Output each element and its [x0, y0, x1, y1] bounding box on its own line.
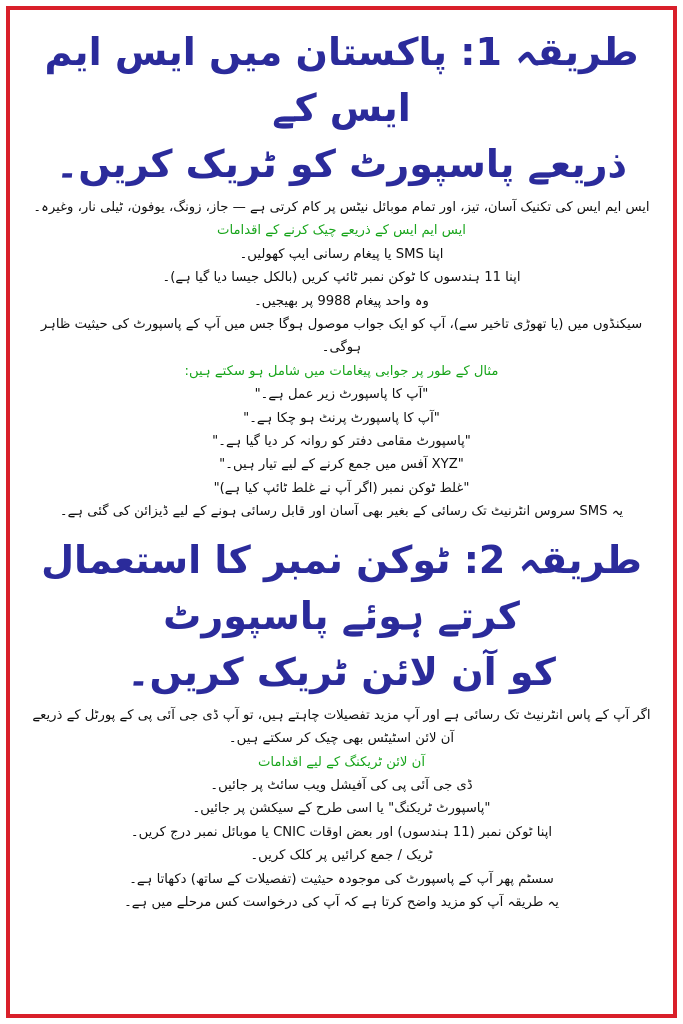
method2-intro: اگر آپ کے پاس انٹرنیٹ تک رسائی ہے اور آپ مزید تفصیلات چاہتے ہیں، تو آپ ڈی جی آئی پی کے پورٹل کے ذریعے آن لائن اسٹیٹس بھی چیک کر سکتے ہیں۔ [32, 707, 651, 747]
method1-examples-heading: مثال کے طور پر جوابی پیغامات میں شامل ہو سکتے ہیں: [184, 363, 499, 379]
method1-title-line1: طریقہ 1: پاکستان میں ایس ایم ایس کے [44, 30, 639, 130]
method1-example: "XYZ آفس میں جمع کرنے کے لیے تیار ہیں۔" [219, 457, 464, 473]
method1-steps-heading: ایس ایم ایس کے ذریعے چیک کرنے کے اقدامات [217, 223, 466, 239]
method1-example: "آپ کا پاسپورٹ پرنٹ ہو چکا ہے۔" [243, 410, 440, 426]
method1-closing: یہ SMS سروس انٹرنیٹ تک رسائی کے بغیر بھی آسان اور قابل رسائی ہونے کے لیے ڈیزائن کی گئی ہے۔ [59, 504, 624, 520]
method1-step: وہ واحد پیغام 9988 پر بھیجیں۔ [254, 293, 429, 309]
method1-example: "غلط ٹوکن نمبر (اگر آپ نے غلط ٹائپ کیا ہے)" [213, 480, 470, 496]
method1-title-line2: ذریعے پاسپورٹ کو ٹریک کریں۔ [55, 142, 628, 186]
method2-step: "پاسپورٹ ٹریکنگ" یا اسی طرح کے سیکشن پر جائیں۔ [192, 801, 491, 817]
method1-step: سیکنڈوں میں (یا تھوڑی تاخیر سے)، آپ کو ایک جواب موصول ہوگا جس میں آپ کے پاسپورٹ کی حیثیت ظاہر ہوگی۔ [40, 317, 643, 356]
method2-title-line2: کو آن لائن ٹریک کریں۔ [127, 649, 556, 694]
method2-steps-heading: آن لائن ٹریکنگ کے لیے اقدامات [257, 754, 425, 770]
method2-step: یہ طریقہ آپ کو مزید واضح کرتا ہے کہ آپ کی درخواست کس مرحلے میں ہے۔ [124, 894, 559, 910]
method2-step: اپنا ٹوکن نمبر (11 ہندسوں) اور بعض اوقات CNIC یا موبائل نمبر درج کریں۔ [130, 824, 553, 840]
method2-step: سسٹم پھر آپ کے پاسپورٹ کی موجودہ حیثیت (تفصیلات کے ساتھ) دکھاتا ہے۔ [129, 871, 554, 887]
method2-title-line1: طریقہ 2: ٹوکن نمبر کا استعمال کرتے ہوئے پاسپورٹ [41, 537, 642, 638]
method1-step: اپنا SMS یا پیغام رسانی ایپ کھولیں۔ [239, 246, 444, 262]
method1-example: "آپ کا پاسپورٹ زیر عمل ہے۔" [254, 387, 429, 403]
method2-step: ٹریک / جمع کرائیں پر کلک کریں۔ [250, 848, 433, 864]
method2-step: ڈی جی آئی پی کی آفیشل ویب سائٹ پر جائیں۔ [210, 777, 473, 793]
method1-example: "پاسپورٹ مقامی دفتر کو روانہ کر دیا گیا ہے۔" [212, 434, 471, 450]
page-frame [6, 6, 677, 1018]
article-content [20, 16, 663, 1008]
method1-step: اپنا 11 ہندسوں کا ٹوکن نمبر ٹائپ کریں (بالکل جیسا دیا گیا ہے)۔ [162, 270, 521, 286]
method1-intro: ایس ایم ایس کی تکنیک آسان، تیز، اور تمام موبائل نیٹس پر کام کرتی ہے — جاز، زونگ، یوفون، ٹیلی نار، وغیرہ۔ [33, 200, 650, 215]
